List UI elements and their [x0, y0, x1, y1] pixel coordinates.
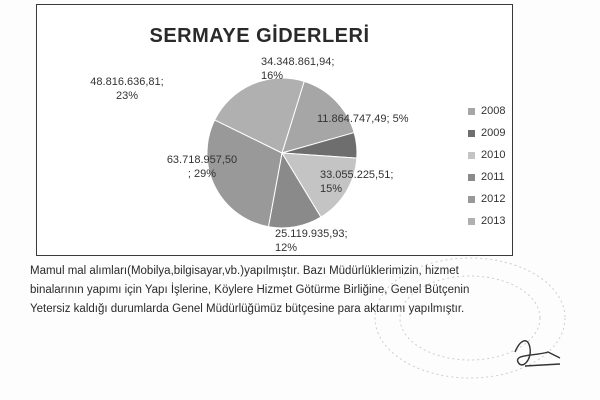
data-label-2011: 25.119.935,93; 12% — [275, 228, 348, 254]
legend-label: 2010 — [481, 149, 506, 161]
faint-stamp — [375, 258, 565, 378]
data-label-2012: 63.718.957,50 ; 29% — [166, 154, 238, 180]
body-line-1: Mamul mal alımları(Mobilya,bilgisayar,vb.)yapılmıştır. Bazı Müdürlüklerimizin, hizmet — [30, 265, 459, 277]
legend-label: 2008 — [481, 105, 506, 117]
chart-title: SERMAYE GİDERLERİ — [149, 25, 370, 47]
body-line-2: binalarının yapımı için Yapı İşlerine, Köylere Hizmet Götürme Birliğine, Genel Bütçenin — [30, 284, 470, 296]
data-label-2010: 33.055.225,51; 15% — [320, 169, 394, 195]
legend-label: 2013 — [481, 215, 506, 227]
data-label-2009: 11.864.747,49; 5% — [317, 113, 409, 125]
legend-label: 2011 — [481, 171, 505, 183]
body-line-3: Yetersiz kaldığı durumlarda Genel Müdürlüğümüz bütçesine para aktarımı yapılmıştır. — [30, 303, 465, 315]
legend-label: 2012 — [481, 193, 506, 205]
signature-mark — [515, 341, 560, 366]
legend-label: 2009 — [481, 127, 506, 139]
data-label-2008: 34.348.861,94; 16% — [261, 56, 335, 82]
data-label-2013: 48.816.636,81; 23% — [90, 76, 164, 102]
